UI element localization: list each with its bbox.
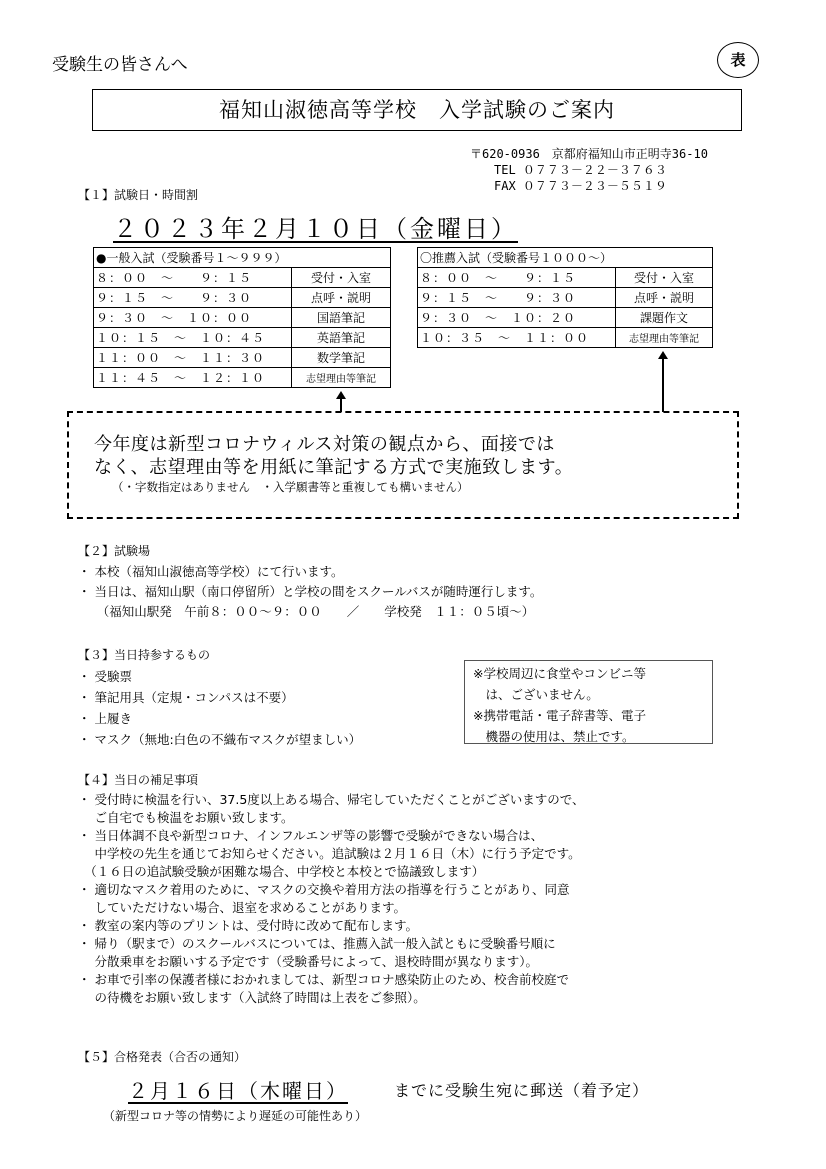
table-row	[94, 268, 391, 288]
table-row	[418, 268, 713, 288]
list-item: ・ 受験票	[78, 669, 132, 684]
table-header-row	[94, 248, 391, 268]
schedule-time: ８：００ ～ ９：１５	[94, 268, 292, 288]
schedule-activity: 点呼・説明	[616, 288, 713, 308]
schedule-time: ９：３０ ～ １０：２０	[418, 308, 616, 328]
greeting: 受験生の皆さんへ	[52, 55, 188, 75]
page-title: 福知山淑徳高等学校 入学試験のご案内	[92, 89, 742, 131]
schedule-time: ８：００ ～ ９：１５	[418, 268, 616, 288]
arrow-shaft	[340, 398, 342, 412]
schedule-activity: 国語筆記	[292, 308, 391, 328]
notice-line: なく、志望理由等を用紙に筆記する方式で実施致します。	[94, 457, 574, 478]
text-line: 分散乗車をお願いする予定です（受験番号によって、退校時間が異なります）。	[78, 954, 538, 969]
schedule-time: ９：３０ ～ １０：００	[94, 308, 292, 328]
address-line: 〒620-0936 京都府福知山市正明寺36-10	[470, 147, 708, 161]
recommend-exam-header: 〇推薦入試（受験番号１０００～）	[418, 248, 713, 268]
schedule-activity: 志望理由等筆記	[292, 368, 391, 388]
schedule-time: １０：３５ ～ １１：００	[418, 328, 616, 348]
table-row	[94, 368, 391, 388]
school-address	[470, 146, 708, 194]
list-item: ・ マスク（無地:白色の不織布マスクが望ましい）	[78, 732, 362, 747]
section4-label: 【４】当日の補足事項	[78, 773, 199, 787]
section1-label: 【１】試験日・時間割	[78, 188, 199, 202]
side-mark-badge: 表	[717, 42, 759, 78]
text-line: ・ 受付時に検温を行い、37.5度以上ある場合、帰宅していただくことがございますので、	[78, 792, 585, 807]
section5-label: 【５】合格発表（合否の通知）	[78, 1050, 247, 1064]
schedule-activity: 数学筆記	[292, 348, 391, 368]
announcement-text: までに受験生宛に郵送（着予定）	[394, 1081, 650, 1100]
section4-body	[78, 791, 585, 1007]
schedule-time: ９：１５ ～ ９：３０	[94, 288, 292, 308]
note-line: ※携帯電話・電子辞書等、電子	[473, 708, 646, 723]
table-row	[94, 348, 391, 368]
delay-note: （新型コロナ等の情勢により遅延の可能性あり）	[103, 1109, 368, 1123]
table-row	[418, 288, 713, 308]
schedule-activity: 受付・入室	[292, 268, 391, 288]
announcement-date: ２月１６日（木曜日）	[128, 1079, 348, 1103]
recommend-exam-schedule	[417, 247, 713, 348]
general-exam-header: ●一般入試（受験番号１～９９９）	[94, 248, 391, 268]
table-header-row	[418, 248, 713, 268]
text-line: （福知山駅発 午前８：００～９：００ ／ 学校発 １１：０５頃～）	[78, 604, 535, 619]
text-line: ご自宅でも検温をお願い致します。	[78, 810, 294, 825]
table-row	[94, 308, 391, 328]
table-row	[94, 328, 391, 348]
text-line: ・ 当日体調不良や新型コロナ、インフルエンザ等の影響で受験ができない場合は、	[78, 828, 544, 843]
text-line: ・ 当日は、福知山駅（南口停留所）と学校の間をスクールバスが随時運行します。	[78, 584, 543, 599]
list-item: ・ 筆記用具（定規・コンパスは不要）	[78, 690, 294, 705]
schedule-time: １０：１５ ～ １０：４５	[94, 328, 292, 348]
table-row	[418, 308, 713, 328]
text-line: ・ 適切なマスク着用のために、マスクの交換や着用方法の指導を行うことがあり、同意	[78, 882, 570, 897]
notice-text	[94, 433, 573, 479]
fax-line: FAX ０７７３－２３－５５１９	[494, 179, 667, 193]
text-line: していただけない場合、退室を求めることがあります。	[78, 900, 406, 915]
table-row	[418, 328, 713, 348]
up-arrow-icon	[336, 391, 346, 399]
note-line: ※学校周辺に食堂やコンビニ等	[473, 666, 646, 681]
text-line: （１６日の追試験受験が困難な場合、中学校と本校とで協議致します）	[78, 864, 485, 879]
schedule-activity: 点呼・説明	[292, 288, 391, 308]
list-item: ・ 上履き	[78, 711, 132, 726]
exam-date: ２０２３年２月１０日（金曜日）	[113, 215, 518, 243]
section2-label: 【２】試験場	[78, 544, 151, 558]
text-line: ・ 本校（福知山淑徳高等学校）にて行います。	[78, 564, 344, 579]
items-list	[78, 666, 361, 750]
note-line: 機器の使用は、禁止です。	[473, 729, 635, 744]
schedule-activity: 受付・入室	[616, 268, 713, 288]
schedule-activity: 課題作文	[616, 308, 713, 328]
schedule-activity: 志望理由等筆記	[616, 328, 713, 348]
notes-box	[464, 660, 713, 744]
arrow-shaft	[662, 358, 664, 412]
table-row	[94, 288, 391, 308]
schedule-activity: 英語筆記	[292, 328, 391, 348]
text-line: 中学校の先生を通じてお知らせください。追試験は２月１６日（木）に行う予定です。	[78, 846, 581, 861]
text-line: ・ 教室の案内等のプリントは、受付時に改めて配布します。	[78, 918, 418, 933]
note-line: は、ございません。	[473, 687, 599, 702]
general-exam-schedule	[93, 247, 391, 388]
notice-line: 今年度は新型コロナウィルス対策の観点から、面接では	[94, 434, 555, 455]
section3-label: 【３】当日持参するもの	[78, 648, 211, 662]
section2-body	[78, 562, 542, 622]
text-line: ・ お車で引率の保護者様におかれましては、新型コロナ感染防止のため、校舎前校庭で	[78, 972, 569, 987]
up-arrow-icon	[658, 351, 668, 359]
text-line: の待機をお願い致します（入試終了時間は上表をご参照）。	[78, 990, 426, 1005]
notice-subtext: （・字数指定はありません ・入学願書等と重複しても構いません）	[112, 480, 469, 494]
schedule-time: １１：４５ ～ １２：１０	[94, 368, 292, 388]
schedule-time: １１：００ ～ １１：３０	[94, 348, 292, 368]
text-line: ・ 帰り（駅まで）のスクールバスについては、推薦入試一般入試ともに受験番号順に	[78, 936, 556, 951]
phone-line: TEL ０７７３－２２－３７６３	[494, 163, 667, 177]
schedule-time: ９：１５ ～ ９：３０	[418, 288, 616, 308]
